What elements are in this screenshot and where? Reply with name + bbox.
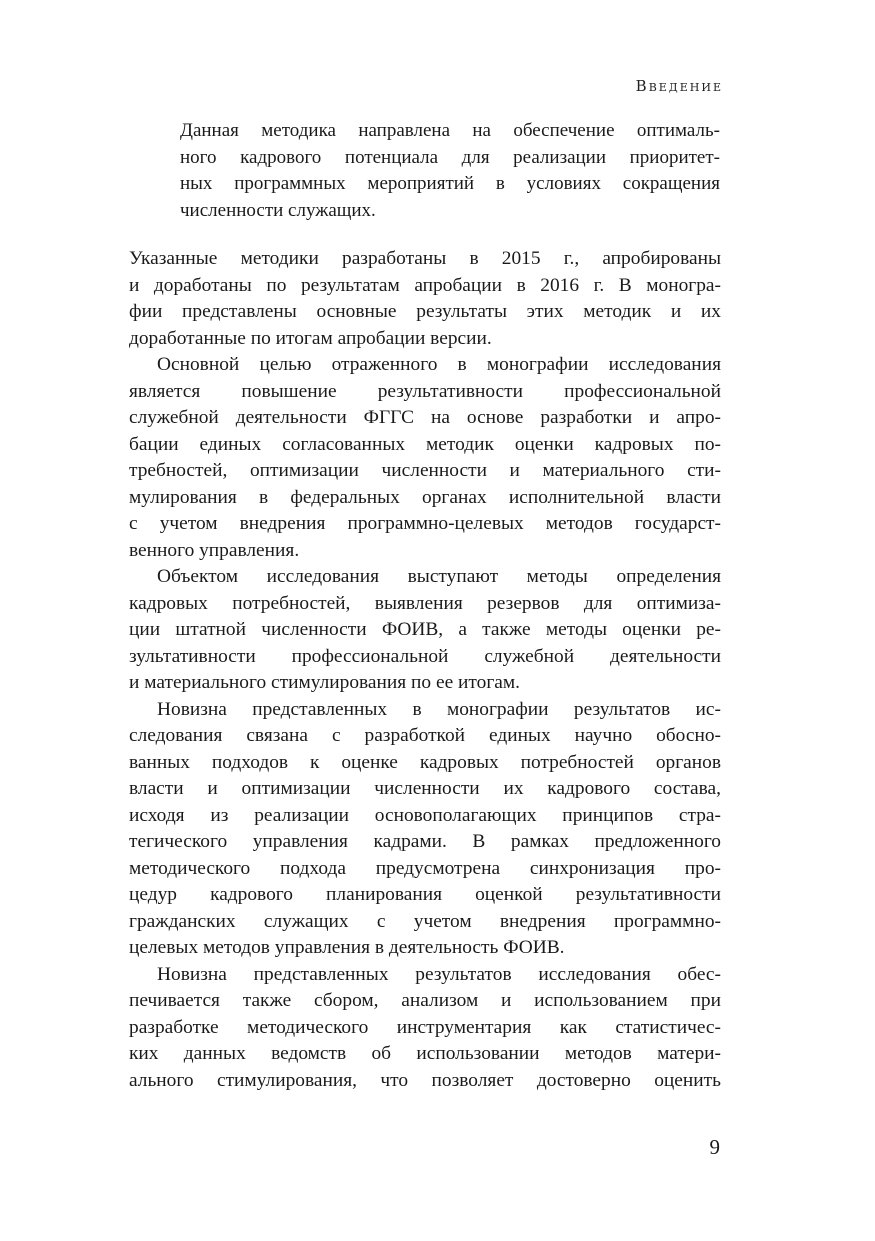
- text-line: венного управления.: [129, 539, 300, 561]
- text-line: методического подхода предусмотрена синхронизация про-: [129, 857, 721, 879]
- quote-line: ных программных мероприятий в условиях сокращения: [180, 173, 720, 194]
- text-line: власти и оптимизации численности их кадрового состава,: [129, 778, 721, 799]
- text-line: фии представлены основные результаты этих методик и их: [129, 301, 721, 322]
- text-line: зультативности профессиональной служебной деятельности: [129, 645, 721, 667]
- text-line: ванных подходов к оценке кадровых потребностей органов: [129, 751, 721, 773]
- text-line: ких данных ведомств об использовании методов матери-: [129, 1043, 721, 1064]
- text-line: Объектом исследования выступают методы определения: [157, 566, 721, 587]
- quote-line: ного кадрового потенциала для реализации приоритет-: [180, 146, 720, 168]
- text-line: гражданских служащих с учетом внедрения программно-: [129, 910, 721, 932]
- body-text: [129, 246, 721, 1094]
- paragraph: [129, 246, 721, 352]
- text-line: и материального стимулирования по ее итогам.: [129, 672, 520, 693]
- quote-block: [180, 118, 720, 224]
- text-line: служебной деятельности ФГГС на основе разработки и апро-: [129, 407, 721, 428]
- text-line: доработанные по итогам апробации версии.: [129, 327, 492, 349]
- text-line: кадровых потребностей, выявления резервов для оптимиза-: [129, 592, 721, 614]
- text-line: тегического управления кадрами. В рамках предложенного: [129, 831, 721, 852]
- text-line: печивается также сбором, анализом и использованием при: [129, 990, 721, 1011]
- text-line: следования связана с разработкой единых научно обосно-: [129, 725, 721, 746]
- text-line: ального стимулирования, что позволяет достоверно оценить: [129, 1069, 721, 1091]
- text-line: цедур кадрового планирования оценкой результативности: [129, 884, 721, 905]
- paragraph: [129, 697, 721, 962]
- text-line: с учетом внедрения программно-целевых методов государст-: [129, 513, 721, 534]
- text-line: Новизна представленных результатов исследования обес-: [157, 963, 721, 985]
- quote-line: Данная методика направлена на обеспечение оптималь-: [180, 120, 720, 141]
- text-line: целевых методов управления в деятельность ФОИВ.: [129, 937, 565, 958]
- running-header: Введение: [635, 77, 723, 95]
- text-line: исходя из реализации основополагающих принципов стра-: [129, 804, 721, 826]
- quote-line: численности служащих.: [180, 199, 376, 221]
- text-line: Новизна представленных в монографии результатов ис-: [157, 698, 721, 720]
- text-line: требностей, оптимизации численности и материального сти-: [129, 460, 721, 481]
- page-number: 9: [709, 1135, 720, 1159]
- text-line: бации единых согласованных методик оценки кадровых по-: [129, 433, 721, 455]
- paragraph: [129, 352, 721, 564]
- text-line: Указанные методики разработаны в 2015 г., апробированы: [129, 248, 721, 269]
- text-line: Основной целью отраженного в монографии исследования: [157, 354, 721, 375]
- text-line: является повышение результативности профессиональной: [129, 380, 721, 402]
- paragraph: [129, 962, 721, 1095]
- text-line: мулирования в федеральных органах исполнительной власти: [129, 486, 721, 508]
- text-line: ции штатной численности ФОИВ, а также методы оценки ре-: [129, 619, 721, 640]
- paragraph: [129, 564, 721, 697]
- text-line: и доработаны по результатам апробации в 2016 г. В моногра-: [129, 274, 721, 296]
- text-line: разработке методического инструментария как статистичес-: [129, 1016, 721, 1038]
